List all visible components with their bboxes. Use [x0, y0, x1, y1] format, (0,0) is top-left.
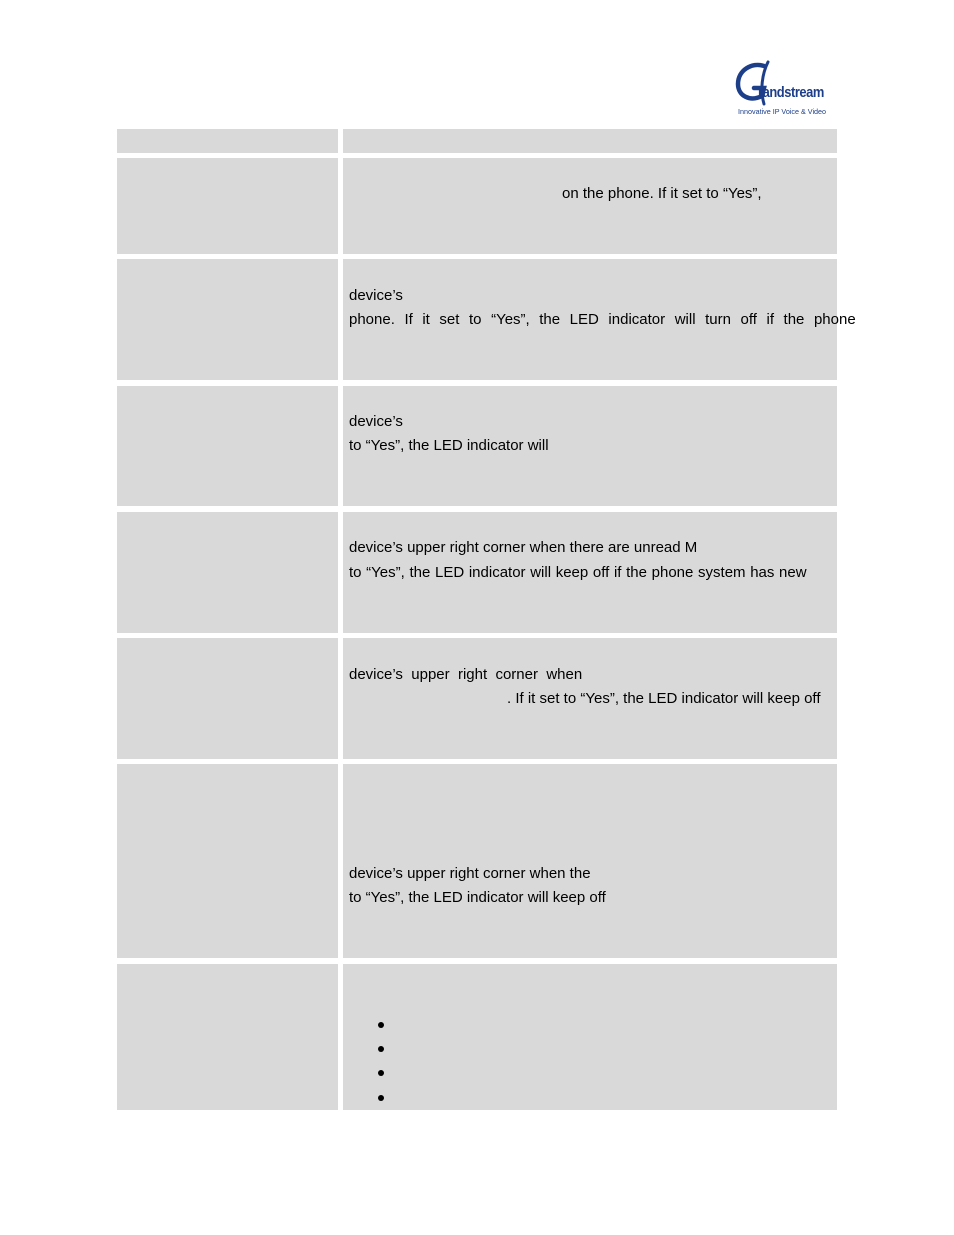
bullet-point [378, 1070, 384, 1076]
logo-tagline: Innovative IP Voice & Video [738, 107, 827, 116]
table-cell-label [117, 638, 338, 759]
description-text: device’s upper right corner when [349, 666, 583, 683]
description-text: device’s upper right corner when there are unread M [349, 539, 698, 556]
table-cell-label [117, 259, 338, 380]
table-cell-description [343, 158, 837, 254]
description-text: to “Yes”, the LED indicator will keep off [349, 889, 606, 906]
table-cell-label [117, 764, 338, 958]
description-text: to “Yes”, the LED indicator will keep off if the phone system has new [349, 564, 807, 581]
table-cell-label [117, 512, 338, 633]
description-text: . If it set to “Yes”, the LED indicator will keep off [507, 690, 821, 707]
description-text: on the phone. If it set to “Yes”, [562, 185, 762, 202]
table-cell-description [343, 386, 837, 506]
table-cell-label [117, 386, 338, 506]
bullet-point [378, 1095, 384, 1101]
grandstream-logo [734, 60, 838, 118]
bullet-point [378, 1022, 384, 1028]
table-cell-description [343, 129, 837, 153]
bullet-point [378, 1046, 384, 1052]
description-text: device’s upper right corner when the [349, 865, 591, 882]
table-cell-description [343, 259, 856, 380]
table-cell-label [117, 158, 338, 254]
table-cell-description [343, 638, 837, 759]
description-text: device’s [349, 413, 403, 430]
table-cell-label [117, 964, 338, 1110]
table-cell-description [343, 764, 837, 958]
description-text: phone. If it set to “Yes”, the LED indicator will turn off if the phone [349, 311, 856, 328]
logo-wordmark: randstream [758, 84, 824, 101]
table-cell-description [343, 964, 837, 1110]
table-cell-label [117, 129, 338, 153]
table-cell-description [343, 512, 837, 633]
description-text: to “Yes”, the LED indicator will [349, 437, 549, 454]
description-text: device’s [349, 287, 403, 304]
